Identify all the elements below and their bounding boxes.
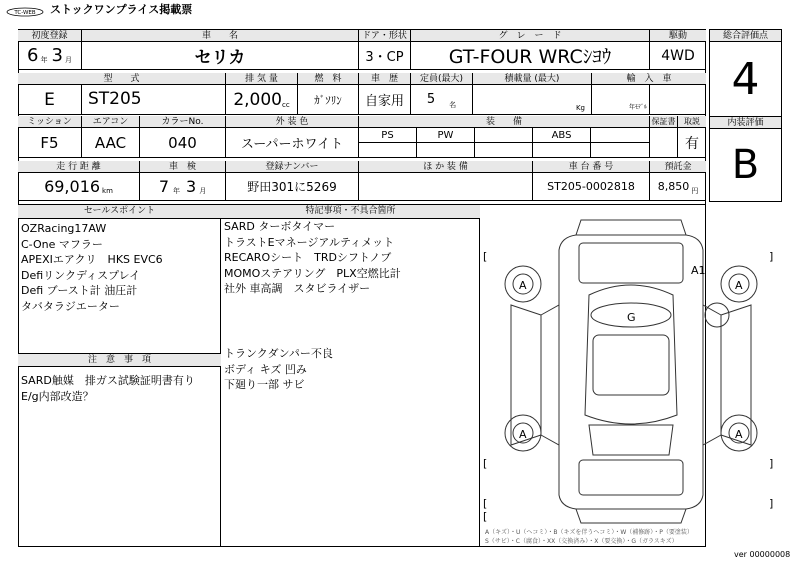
grade-label: グ レ ー ド — [411, 30, 650, 42]
warranty-label: 保証書 — [650, 116, 678, 128]
fuel-value: ｶﾞｿﾘﾝ — [298, 85, 359, 115]
reg-no-value: 野田301に5269 — [226, 173, 359, 201]
mileage-value — [18, 173, 140, 201]
exterior-color-value: スーパーホワイト — [226, 128, 359, 158]
bracket-mark: [ — [483, 510, 488, 523]
aircon-label: エアコン — [82, 116, 140, 128]
fuel-label: 燃 料 — [298, 73, 359, 85]
first-reg-year-unit: 年 — [40, 55, 48, 64]
special-note-item: RECAROシート TRDシフトノブ — [224, 251, 392, 264]
left-side-panel — [541, 305, 559, 445]
damage-mark-right-fender: A1 — [691, 264, 706, 277]
car-body-outline — [559, 235, 703, 509]
equip-cell-6 — [359, 143, 417, 158]
car-roof-outline — [585, 285, 677, 424]
load-unit: Kg — [575, 104, 585, 112]
bracket-mark: [ — [483, 497, 488, 510]
capacity-value — [411, 85, 473, 115]
defect-item: 下廻り一部 サビ — [224, 378, 305, 391]
sales-point-item: APEXIエアクリ HKS EVC6 — [21, 253, 163, 266]
load-value — [473, 85, 592, 115]
inspection-value — [140, 173, 226, 201]
bracket-mark: [ — [483, 457, 488, 470]
model-prefix-value: E — [18, 85, 82, 115]
displacement-label: 排 気 量 — [226, 73, 298, 85]
first-reg-year: 6 — [27, 45, 39, 66]
equip-cell-3 — [475, 128, 533, 143]
grade-value: GT-FOUR WRCｼﾖｳ — [411, 42, 650, 70]
damage-mark-front-right: A — [735, 279, 743, 292]
front-bumper — [576, 220, 686, 235]
color-no-label: カラーNo. — [140, 116, 226, 128]
car-name-label: 車 名 — [82, 30, 359, 42]
damage-diagram — [481, 205, 787, 547]
interior-score-value: B — [731, 142, 760, 188]
mileage-label: 走 行 距 離 — [18, 161, 140, 173]
version-label: ver 00000008 — [734, 550, 791, 559]
equip-cell-10 — [591, 143, 650, 158]
door-shape-label: ドア・形状 — [359, 30, 411, 42]
exterior-color-label: 外 装 色 — [226, 116, 359, 128]
legend-line-1: A（キズ）・U（ヘコミ）・B（キズを伴うヘコミ）・W（補修跡）・P（要塗装） — [485, 529, 693, 536]
car-diagram-svg — [481, 205, 787, 547]
deposit-label: 預託金 — [650, 161, 706, 173]
car-name-value: セリカ — [82, 42, 359, 70]
first-reg-value — [18, 42, 82, 70]
damage-mark-front-left: A — [519, 279, 527, 292]
mileage-unit: km — [102, 186, 113, 195]
deposit-number: 8,850 — [657, 180, 690, 193]
car-trunk-outline — [579, 460, 683, 495]
special-note-item: トラストEマネージアルティメット — [224, 235, 395, 249]
special-note-item: SARD ターボタイマー — [224, 220, 336, 233]
capacity-label: 定員(最大) — [411, 73, 473, 85]
defects-list — [224, 346, 478, 393]
deposit-unit: 円 — [691, 186, 699, 195]
defect-item: トランクダンパー不良 — [224, 347, 333, 360]
car-hood-outline — [579, 243, 683, 283]
mileage-number: 69,016 — [44, 177, 101, 196]
defect-item: ボディ キズ 凹み — [224, 362, 307, 376]
right-door-panel — [721, 305, 751, 445]
other-equip-value — [359, 173, 533, 201]
car-cabin-outline — [593, 335, 669, 395]
damage-mark-rear-left: A — [519, 428, 527, 441]
equip-cell-7 — [417, 143, 475, 158]
bracket-mark: [ — [483, 250, 488, 263]
sales-points-list — [21, 221, 219, 314]
history-value: 自家用 — [359, 85, 411, 115]
equip-cell-8 — [475, 143, 533, 158]
import-note: 年ﾓﾃﾞﾙ — [628, 104, 647, 111]
inspection-year-unit: 年 — [173, 186, 180, 195]
equip-cell-2: PW — [417, 128, 475, 143]
import-extra — [650, 85, 706, 115]
equip-cell-4: ABS — [533, 128, 591, 143]
sales-point-item: Defi ブースト計 油圧計 — [21, 284, 138, 297]
mission-value: F5 — [18, 128, 82, 158]
displacement-number: 2,000 — [233, 89, 282, 110]
equip-cell-1: PS — [359, 128, 417, 143]
load-label: 積載量 (最大) — [473, 73, 592, 85]
model-label: 型 式 — [18, 73, 226, 85]
overall-score-label: 総合評価点 — [710, 30, 781, 42]
first-reg-month-unit: 月 — [64, 55, 72, 64]
left-door-panel — [511, 305, 541, 445]
other-equip-label: ほ か 装 備 — [359, 161, 533, 173]
sales-point-item: タバタラジエーター — [21, 299, 120, 313]
warranty-value — [650, 128, 678, 158]
special-notes-label: 特記事項・不具合箇所 — [221, 205, 480, 219]
door-shape-value: 3・CP — [359, 42, 411, 70]
notes-list — [21, 373, 219, 404]
equip-cell-5 — [591, 128, 650, 143]
drive-label: 駆動 — [650, 30, 706, 42]
displacement-value — [226, 85, 298, 115]
special-note-item: MOMOステアリング PLX空燃比計 — [224, 266, 401, 280]
aircon-value: AAC — [82, 128, 140, 158]
sales-point-item: OZRacing17AW — [21, 222, 107, 235]
bracket-mark: ] — [769, 497, 774, 510]
drive-value: 4WD — [650, 42, 706, 70]
sales-points-label: セールスポイント — [18, 205, 221, 219]
inspection-label: 車 検 — [140, 161, 226, 173]
capacity-unit: 名 — [449, 100, 457, 109]
damage-mark-windshield: G — [627, 311, 636, 324]
import-label: 輸 入 車 — [592, 73, 706, 85]
first-reg-label: 初度登録 — [18, 30, 82, 42]
manual-label: 取説 — [678, 116, 706, 128]
equip-cell-9 — [533, 143, 591, 158]
inspection-month: 3 — [186, 177, 197, 196]
model-value: ST205 — [82, 85, 226, 115]
special-notes-list — [224, 219, 478, 297]
displacement-unit: cc — [281, 100, 290, 109]
sales-point-item: Defiリンクディスプレイ — [21, 268, 141, 282]
first-reg-month: 3 — [51, 45, 63, 66]
special-note-item: 社外 車高調 スタビライザー — [224, 282, 371, 295]
bracket-mark: ] — [769, 457, 774, 470]
equipment-label: 装 備 — [359, 116, 650, 128]
car-rear-window-outline — [589, 425, 673, 455]
reg-no-label: 登録ナンバー — [226, 161, 359, 173]
inspection-year: 7 — [158, 177, 169, 196]
vin-label: 車 台 番 号 — [533, 161, 650, 173]
color-no-value: 040 — [140, 128, 226, 158]
deposit-value — [650, 173, 706, 201]
manual-value: 有 — [678, 128, 706, 158]
capacity-number: 5 — [426, 92, 436, 107]
note-item: E/g内部改造？ — [21, 389, 94, 403]
sales-point-item: C-One マフラー — [21, 237, 103, 251]
side-mirror-right — [705, 303, 729, 327]
import-value — [592, 85, 650, 115]
mission-label: ミッション — [18, 116, 82, 128]
overall-score-value: 4 — [731, 53, 760, 105]
note-item: SARD触媒 排ガス試験証明書有り — [21, 374, 195, 387]
inspection-month-unit: 月 — [199, 186, 207, 195]
page-title: ストックワンプライス掲載票 — [50, 3, 193, 16]
vin-value: ST205-0002818 — [533, 173, 650, 201]
notes-label: 注 意 事 項 — [18, 353, 221, 367]
bracket-mark: ] — [769, 250, 774, 263]
interior-score-label: 内装評価 — [710, 116, 781, 129]
history-label: 車 歴 — [359, 73, 411, 85]
legend-line-2: S（サビ）・C（腐食）・XX（交換済み）・X（要交換）・G（ガラスキズ） — [485, 538, 678, 545]
damage-mark-rear-right: A — [735, 428, 743, 441]
logo-text: TC-WEB — [14, 10, 36, 16]
tc-web-logo — [5, 2, 45, 14]
rear-bumper — [576, 509, 686, 523]
